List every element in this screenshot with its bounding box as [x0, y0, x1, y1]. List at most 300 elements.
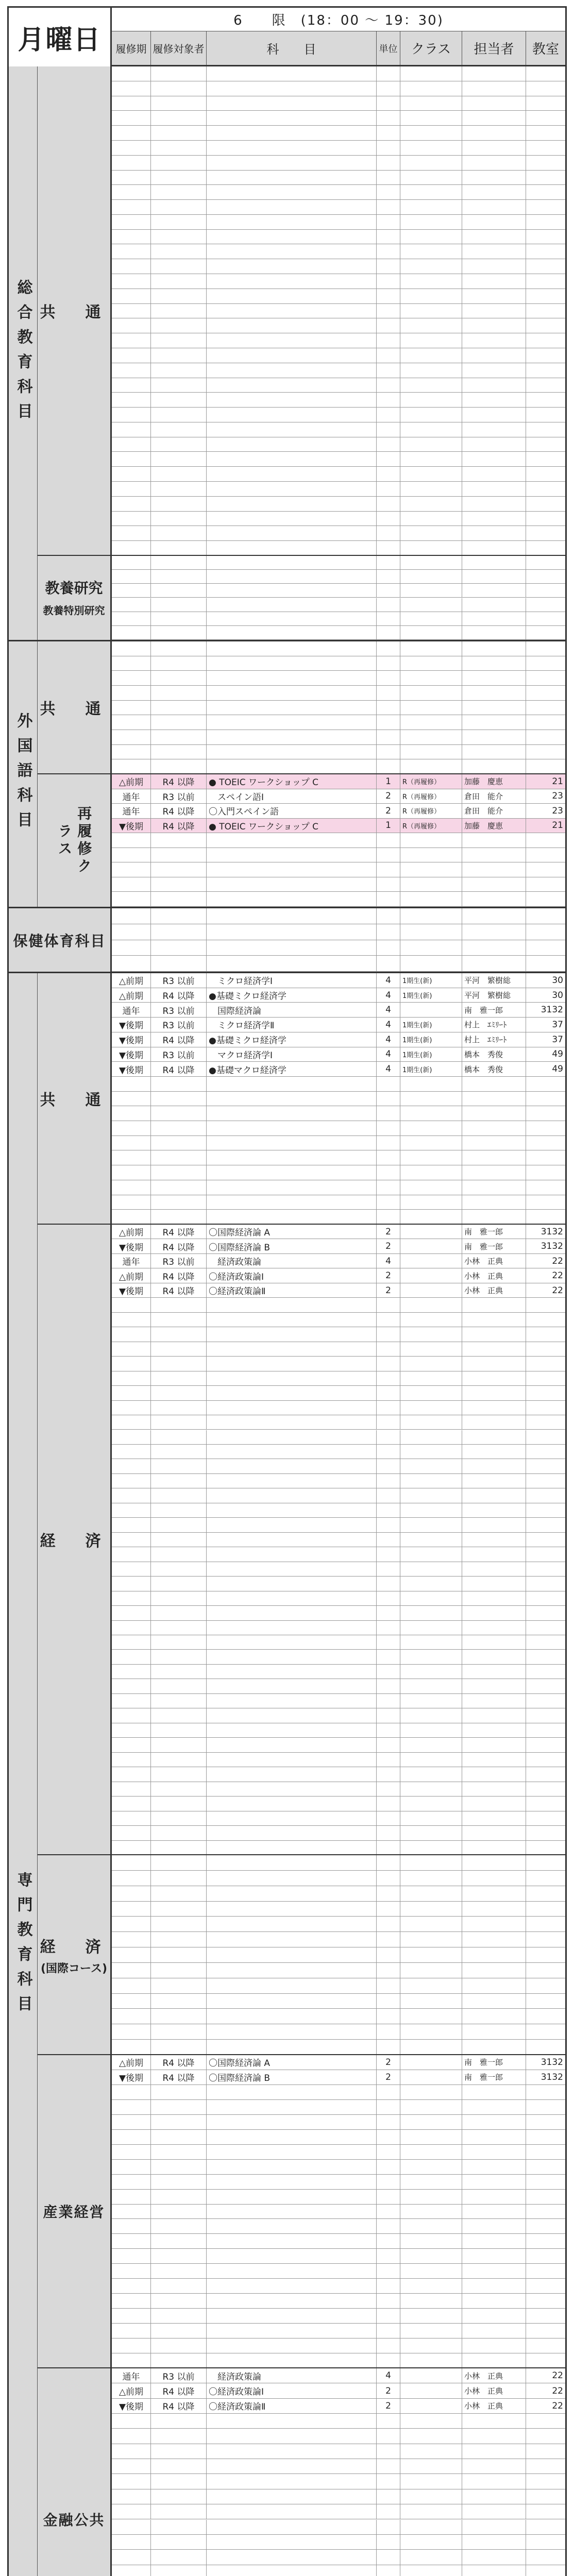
cell-teacher: [462, 111, 526, 125]
table-row: [112, 1032, 565, 1047]
cell-unit: [377, 570, 400, 583]
cell-room: 3132: [541, 1226, 563, 1237]
cell-unit: [377, 2324, 400, 2338]
cell-unit: [377, 1445, 400, 1459]
cell-teacher: [462, 1994, 526, 2009]
cell-room: 3132: [541, 1241, 563, 1252]
cell-teacher: [462, 1963, 526, 1978]
cell-class: R（再履修）: [400, 819, 462, 833]
cell-subject: [207, 1826, 377, 1840]
cell-unit: [377, 2565, 400, 2576]
cell-unit: [377, 2234, 400, 2248]
cell-subject: [207, 2175, 377, 2189]
cell-term: [112, 612, 151, 625]
cell-grade: [151, 1723, 207, 1737]
cell-unit: [377, 656, 400, 671]
table-row: [112, 671, 565, 686]
cell-subject: [207, 1917, 377, 1931]
cell-teacher: [462, 940, 526, 956]
cell-room: [526, 2474, 565, 2488]
cell-unit: [377, 1503, 400, 1517]
cell-grade: [151, 1994, 207, 2009]
cell-room: [526, 1327, 565, 1341]
cell-term: [112, 877, 151, 892]
cell-grade: [151, 2414, 207, 2428]
table-row: [112, 1886, 565, 1902]
cell-grade: [151, 2309, 207, 2323]
cell-room: [526, 1577, 565, 1590]
cell-class: [400, 1254, 462, 1268]
cell-class: [400, 526, 462, 540]
cell-teacher: 南 雅一郎: [462, 1225, 526, 1239]
cell-room: [526, 1401, 565, 1415]
cell-teacher: 村上 ｴﾐﾘｰﾄ: [462, 1032, 526, 1047]
table-row: [112, 848, 565, 863]
cell-teacher: [462, 2190, 526, 2204]
cell-unit: [377, 2535, 400, 2549]
cell-subject: スペイン語Ⅰ: [207, 789, 377, 804]
cell-unit: [377, 584, 400, 597]
cell-unit: [377, 2459, 400, 2473]
cell-teacher: [462, 1459, 526, 1473]
table-row: [112, 924, 565, 940]
cell-teacher: [462, 2353, 526, 2368]
column-header-teacher: 担当者: [462, 31, 526, 65]
cell-teacher: 小林 正典: [462, 1268, 526, 1282]
table-row: [112, 2535, 565, 2550]
cell-subject: [207, 956, 377, 971]
cell-teacher: [462, 126, 526, 140]
cell-class: [400, 348, 462, 363]
cell-room: [526, 2160, 565, 2174]
table-row: [112, 1150, 565, 1165]
cell-teacher: 小林 正典: [462, 1283, 526, 1297]
cell-room: [526, 1978, 565, 1993]
table-row: [112, 598, 565, 612]
table-row: [112, 2444, 565, 2459]
section-grid: [112, 66, 565, 640]
cell-teacher: [462, 1150, 526, 1165]
cell-class: [400, 2474, 462, 2488]
cell-subject: [207, 686, 377, 700]
cell-grade: [151, 671, 207, 685]
cell-unit: [377, 1562, 400, 1576]
cell-unit: [377, 81, 400, 96]
cell-subject: [207, 1577, 377, 1590]
cell-subject: [207, 393, 377, 407]
subcategory-label: 教養研究: [45, 580, 103, 597]
cell-room: [526, 1092, 565, 1106]
cell-room: [526, 333, 565, 348]
cell-subject: [207, 66, 377, 81]
cell-term: [112, 715, 151, 730]
cell-teacher: 平河 繁樹総: [462, 988, 526, 1003]
cell-class: [400, 2100, 462, 2114]
cell-grade: [151, 408, 207, 422]
cell-grade: [151, 348, 207, 363]
cell-term: △前期: [112, 774, 151, 789]
cell-class: [400, 2160, 462, 2174]
cell-unit: [377, 862, 400, 877]
cell-subject: [207, 626, 377, 639]
table-row: [112, 1826, 565, 1840]
cell-term: [112, 1474, 151, 1488]
table-row: [112, 2474, 565, 2489]
cell-subject: [207, 96, 377, 111]
cell-teacher: [462, 259, 526, 274]
cell-class: [400, 598, 462, 612]
cell-room: [526, 730, 565, 744]
cell-class: [400, 497, 462, 511]
cell-unit: [377, 701, 400, 715]
cell-teacher: [462, 2520, 526, 2534]
cell-subject: [207, 1679, 377, 1693]
cell-class: [400, 1106, 462, 1121]
cell-class: [400, 2504, 462, 2519]
cell-grade: [151, 656, 207, 671]
cell-room: [526, 908, 565, 924]
cell-subject: [207, 2324, 377, 2338]
cell-grade: [151, 1136, 207, 1150]
cell-grade: [151, 2115, 207, 2129]
cell-term: [112, 2085, 151, 2099]
cell-unit: [377, 141, 400, 155]
cell-grade: R4 以降: [151, 1239, 207, 1253]
category-label-text: 総合教育科目: [14, 279, 32, 428]
table-row: [112, 1018, 565, 1032]
cell-teacher: [462, 2414, 526, 2428]
cell-teacher: [462, 2474, 526, 2488]
cell-unit: [377, 126, 400, 140]
cell-class: [400, 1606, 462, 1620]
table-row: [112, 215, 565, 230]
cell-class: [400, 1562, 462, 1576]
cell-subject: [207, 2444, 377, 2459]
cell-grade: [151, 1503, 207, 1517]
cell-class: [400, 230, 462, 244]
cell-grade: [151, 1577, 207, 1590]
cell-grade: [151, 641, 207, 656]
cell-teacher: [462, 1917, 526, 1931]
table-row: [112, 81, 565, 96]
cell-teacher: [462, 1121, 526, 1136]
cell-grade: R4 以降: [151, 1268, 207, 1282]
cell-class: [400, 1621, 462, 1635]
cell-class: [400, 1459, 462, 1473]
cell-subject: [207, 2309, 377, 2323]
cell-class: [400, 363, 462, 378]
cell-teacher: [462, 437, 526, 452]
cell-subject: 経済政策論: [207, 2368, 377, 2383]
cell-grade: [151, 2294, 207, 2308]
cell-class: [400, 877, 462, 892]
cell-subject: [207, 141, 377, 155]
cell-term: [112, 1947, 151, 1962]
table-row: [112, 1254, 565, 1268]
cell-subject: [207, 126, 377, 140]
cell-grade: [151, 956, 207, 971]
cell-term: [112, 1342, 151, 1356]
cell-unit: [377, 333, 400, 348]
cell-unit: [377, 1547, 400, 1561]
cell-unit: [377, 2009, 400, 2024]
cell-grade: [151, 111, 207, 125]
cell-grade: [151, 730, 207, 744]
table-row: [112, 2055, 565, 2070]
cell-term: [112, 2338, 151, 2353]
cell-class: [400, 259, 462, 274]
cell-teacher: [462, 2324, 526, 2338]
cell-subject: [207, 1313, 377, 1327]
cell-subject: [207, 1811, 377, 1825]
cell-unit: 4: [377, 1003, 400, 1017]
cell-room: [526, 1591, 565, 1605]
cell-term: [112, 956, 151, 971]
cell-subject: [207, 2115, 377, 2129]
subcategory-label: 経 済: [40, 1938, 108, 1956]
cell-unit: [377, 1932, 400, 1947]
cell-unit: [377, 2040, 400, 2055]
cell-class: [400, 1386, 462, 1400]
cell-room: [526, 1650, 565, 1664]
cell-grade: [151, 1826, 207, 1840]
cell-term: ▼後期: [112, 1062, 151, 1076]
cell-subject: [207, 2264, 377, 2278]
cell-room: [526, 656, 565, 671]
cell-room: [526, 1694, 565, 1708]
cell-unit: 2: [377, 2399, 400, 2413]
section-general-education: [9, 66, 565, 641]
cell-room: [526, 1871, 565, 1886]
table-row: [112, 833, 565, 848]
cell-teacher: 倉田 能介: [462, 804, 526, 818]
table-row: [112, 1283, 565, 1298]
table-row: [112, 2353, 565, 2368]
cell-unit: [377, 1917, 400, 1931]
cell-class: [400, 656, 462, 671]
cell-grade: [151, 1665, 207, 1679]
cell-teacher: 橋本 秀俊: [462, 1062, 526, 1076]
table-row: [112, 804, 565, 819]
cell-term: [112, 2474, 151, 2488]
cell-room: [526, 2309, 565, 2323]
cell-unit: [377, 2145, 400, 2159]
table-row: [112, 200, 565, 215]
cell-class: [400, 126, 462, 140]
cell-subject: [207, 512, 377, 526]
day-label: 月曜日: [9, 8, 112, 66]
cell-unit: [377, 1165, 400, 1180]
cell-teacher: [462, 482, 526, 496]
cell-room: [526, 2234, 565, 2248]
cell-unit: [377, 2160, 400, 2174]
subcategory-共通: [38, 66, 112, 556]
cell-term: [112, 908, 151, 924]
cell-subject: [207, 2414, 377, 2428]
cell-class: [400, 1963, 462, 1978]
cell-subject: [207, 833, 377, 848]
cell-class: [400, 1298, 462, 1312]
cell-teacher: [462, 1621, 526, 1635]
cell-class: [400, 641, 462, 656]
column-header-class: クラス: [400, 31, 462, 65]
cell-subject: [207, 1782, 377, 1796]
cell-term: [112, 924, 151, 940]
cell-teacher: [462, 1855, 526, 1870]
cell-unit: 2: [377, 2383, 400, 2398]
cell-subject: [207, 892, 377, 906]
table-row: [112, 1679, 565, 1693]
cell-unit: 4: [377, 1254, 400, 1268]
cell-grade: [151, 1679, 207, 1693]
cell-unit: [377, 1298, 400, 1312]
cell-class: [400, 1855, 462, 1870]
cell-grade: [151, 141, 207, 155]
cell-room: [526, 598, 565, 612]
cell-class: [400, 1811, 462, 1825]
cell-unit: [377, 111, 400, 125]
cell-teacher: [462, 1313, 526, 1327]
cell-class: [400, 1947, 462, 1962]
cell-room: [526, 497, 565, 511]
cell-room: [526, 422, 565, 437]
cell-class: [400, 2175, 462, 2189]
table-row: [112, 1811, 565, 1826]
cell-term: [112, 2565, 151, 2576]
cell-teacher: [462, 1547, 526, 1561]
cell-grade: [151, 1533, 207, 1547]
cell-room: [526, 745, 565, 759]
cell-subject: [207, 1474, 377, 1488]
table-row: [112, 1445, 565, 1459]
cell-teacher: [462, 1106, 526, 1121]
cell-term: [112, 1298, 151, 1312]
cell-subject: [207, 2474, 377, 2488]
cell-subject: [207, 1994, 377, 2009]
cell-teacher: [462, 1092, 526, 1106]
cell-teacher: [462, 641, 526, 656]
cell-grade: [151, 1917, 207, 1931]
column-header-grade: 履修対象者: [151, 31, 207, 65]
cell-teacher: [462, 1947, 526, 1962]
table-row: [112, 1738, 565, 1752]
cell-teacher: [462, 408, 526, 422]
cell-class: [400, 2085, 462, 2099]
cell-teacher: [462, 2279, 526, 2293]
cell-grade: [151, 1430, 207, 1444]
cell-grade: [151, 2353, 207, 2368]
cell-grade: [151, 467, 207, 481]
cell-room: [526, 848, 565, 862]
cell-term: [112, 570, 151, 583]
cell-room: [526, 437, 565, 452]
cell-grade: [151, 1650, 207, 1664]
cell-grade: [151, 289, 207, 303]
cell-grade: [151, 2009, 207, 2024]
cell-grade: R3 以前: [151, 973, 207, 988]
cell-teacher: [462, 1474, 526, 1488]
table-row: [112, 1694, 565, 1708]
cell-grade: [151, 1210, 207, 1224]
table-row: [112, 171, 565, 185]
cell-term: [112, 759, 151, 774]
cell-grade: [151, 1313, 207, 1327]
cell-room: [526, 2264, 565, 2278]
subcategory-経済: [38, 1225, 112, 1855]
cell-teacher: [462, 1518, 526, 1532]
cell-subject: [207, 1180, 377, 1195]
cell-term: [112, 745, 151, 759]
cell-unit: [377, 1753, 400, 1767]
cell-class: [400, 1136, 462, 1150]
cell-subject: [207, 333, 377, 348]
cell-subject: [207, 274, 377, 289]
cell-subject: [207, 1386, 377, 1400]
cell-class: [400, 1917, 462, 1931]
cell-grade: [151, 1855, 207, 1870]
cell-teacher: [462, 584, 526, 597]
cell-teacher: [462, 2085, 526, 2099]
section-grid: [112, 641, 565, 907]
cell-room: [526, 1562, 565, 1576]
cell-unit: [377, 1195, 400, 1210]
cell-term: [112, 2040, 151, 2055]
table-row: [112, 2115, 565, 2130]
cell-room: [526, 1474, 565, 1488]
cell-term: [112, 556, 151, 569]
cell-unit: [377, 877, 400, 892]
cell-class: [400, 908, 462, 924]
cell-unit: [377, 1180, 400, 1195]
cell-room: [526, 2550, 565, 2564]
cell-grade: R4 以降: [151, 1062, 207, 1076]
cell-class: [400, 2429, 462, 2443]
table-row: [112, 304, 565, 319]
table-row: [112, 2130, 565, 2145]
cell-term: [112, 2414, 151, 2428]
cell-grade: [151, 1932, 207, 1947]
cell-teacher: [462, 924, 526, 940]
cell-term: [112, 1327, 151, 1341]
cell-term: [112, 408, 151, 422]
cell-room: [526, 1665, 565, 1679]
cell-term: [112, 1932, 151, 1947]
subcategory-label: 金融公共: [43, 2511, 105, 2529]
cell-subject: [207, 1430, 377, 1444]
cell-subject: [207, 1932, 377, 1947]
cell-subject: [207, 2205, 377, 2219]
cell-class: [400, 2190, 462, 2204]
cell-unit: [377, 452, 400, 466]
cell-class: [400, 1723, 462, 1737]
cell-class: [400, 2009, 462, 2024]
cell-grade: [151, 1797, 207, 1810]
cell-room: [526, 363, 565, 378]
cell-subject: [207, 171, 377, 185]
cell-grade: [151, 2504, 207, 2519]
cell-grade: [151, 1782, 207, 1796]
cell-teacher: 村上 ｴﾐﾘｰﾄ: [462, 1018, 526, 1032]
cell-grade: [151, 1591, 207, 1605]
cell-unit: [377, 745, 400, 759]
cell-room: 37: [552, 1034, 563, 1045]
column-header-unit: 単位: [377, 31, 400, 65]
cell-grade: R4 以降: [151, 2383, 207, 2398]
cell-unit: [377, 1826, 400, 1840]
cell-unit: [377, 686, 400, 700]
cell-teacher: [462, 570, 526, 583]
cell-grade: R3 以前: [151, 1018, 207, 1032]
